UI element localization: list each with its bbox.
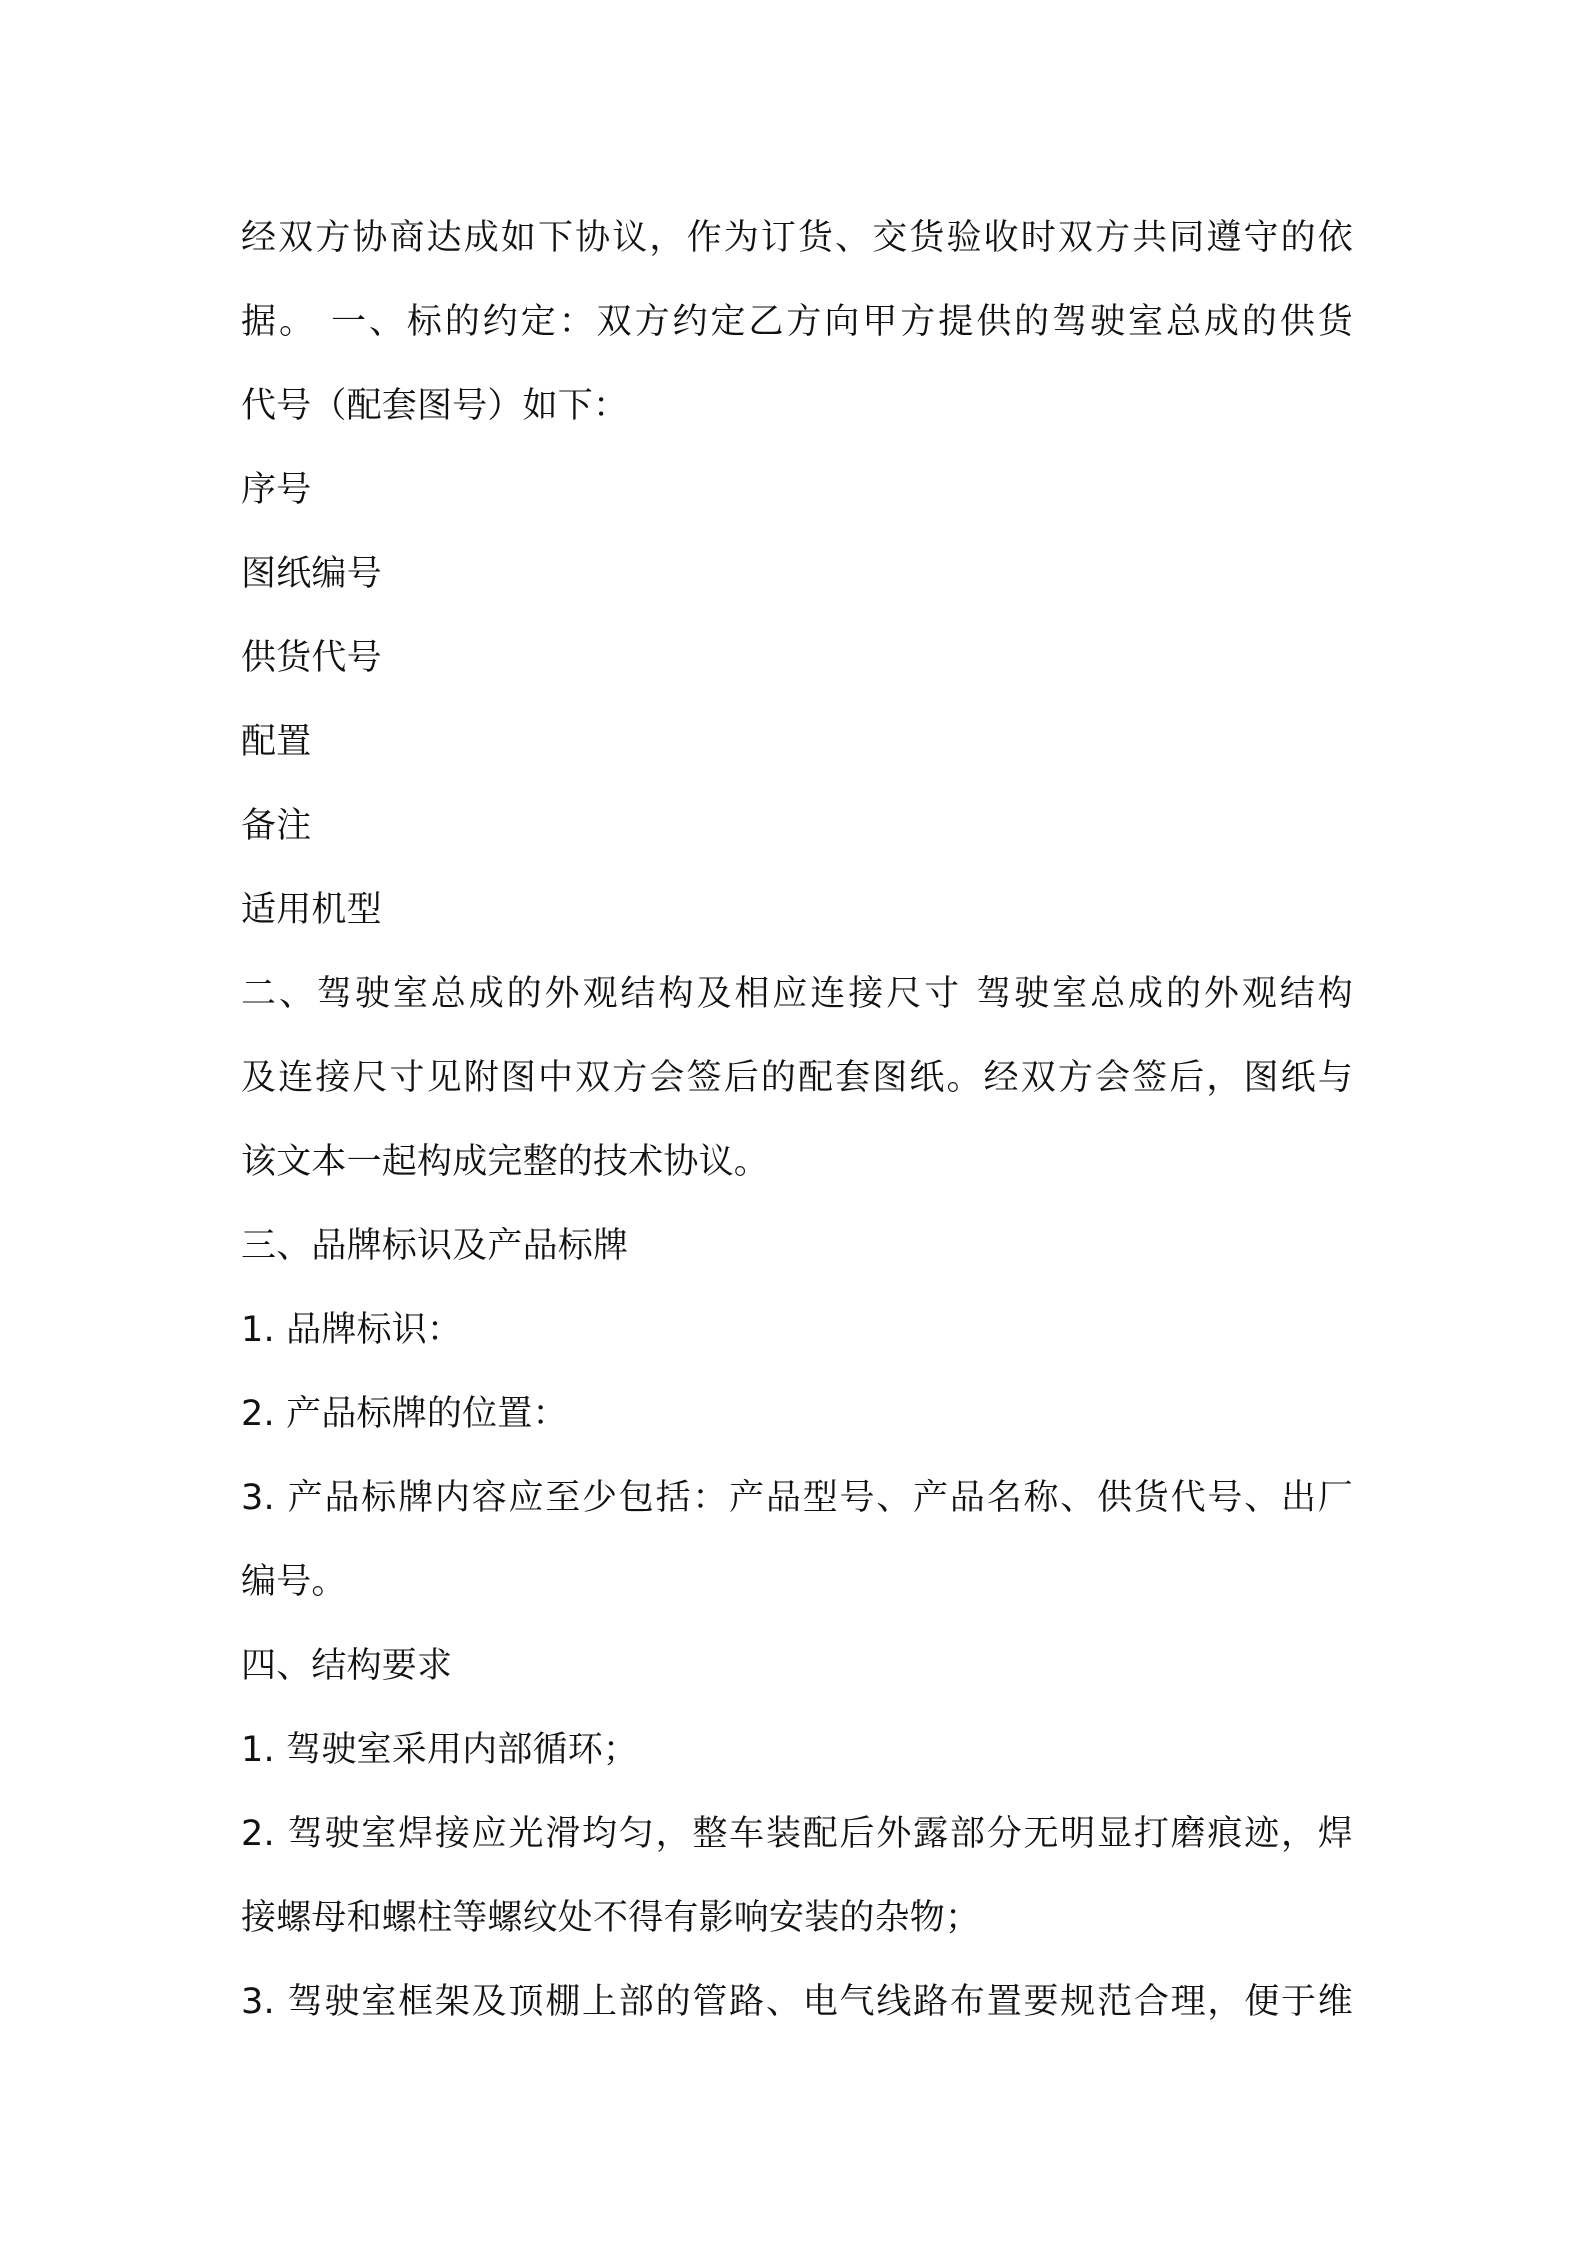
paragraph-line: 代号（配套图号）如下： — [241, 386, 629, 426]
paragraph-line: 该文本一起构成完整的技术协议。 — [241, 1142, 770, 1182]
section-heading: 二、驾驶室总成的外观结构及相应连接尺寸 驾驶室总成的外观结构 — [241, 974, 1353, 1014]
paragraph-line: 及连接尺寸见附图中双方会签后的配套图纸。经双方会签后，图纸与 — [241, 1058, 1353, 1098]
list-item-continuation: 接螺母和螺柱等螺纹处不得有影响安装的杂物； — [241, 1898, 981, 1938]
table-header-serial: 序号 — [241, 470, 312, 510]
table-header-applicable-model: 适用机型 — [241, 890, 382, 930]
list-item-continuation: 编号。 — [241, 1562, 347, 1602]
table-header-drawing-number: 图纸编号 — [241, 554, 382, 594]
list-item: 1. 驾驶室采用内部循环； — [241, 1730, 639, 1770]
section-heading: 三、品牌标识及产品标牌 — [241, 1226, 629, 1266]
table-header-configuration: 配置 — [241, 722, 312, 762]
list-item: 3. 驾驶室框架及顶棚上部的管路、电气线路布置要规范合理，便于维 — [241, 1982, 1353, 2022]
list-item: 2. 驾驶室焊接应光滑均匀，整车装配后外露部分无明显打磨痕迹，焊 — [241, 1814, 1353, 1854]
list-item: 2. 产品标牌的位置： — [241, 1394, 568, 1434]
list-item: 3. 产品标牌内容应至少包括：产品型号、产品名称、供货代号、出厂 — [241, 1478, 1353, 1518]
section-heading: 四、结构要求 — [241, 1646, 453, 1686]
list-item: 1. 品牌标识： — [241, 1310, 463, 1350]
paragraph-line: 经双方协商达成如下协议，作为订货、交货验收时双方共同遵守的依 — [241, 218, 1353, 258]
document-body — [241, 196, 1353, 2044]
table-header-remarks: 备注 — [241, 806, 312, 846]
table-header-supply-code: 供货代号 — [241, 638, 382, 678]
paragraph-line: 据。 一、标的约定：双方约定乙方向甲方提供的驾驶室总成的供货 — [241, 302, 1353, 342]
